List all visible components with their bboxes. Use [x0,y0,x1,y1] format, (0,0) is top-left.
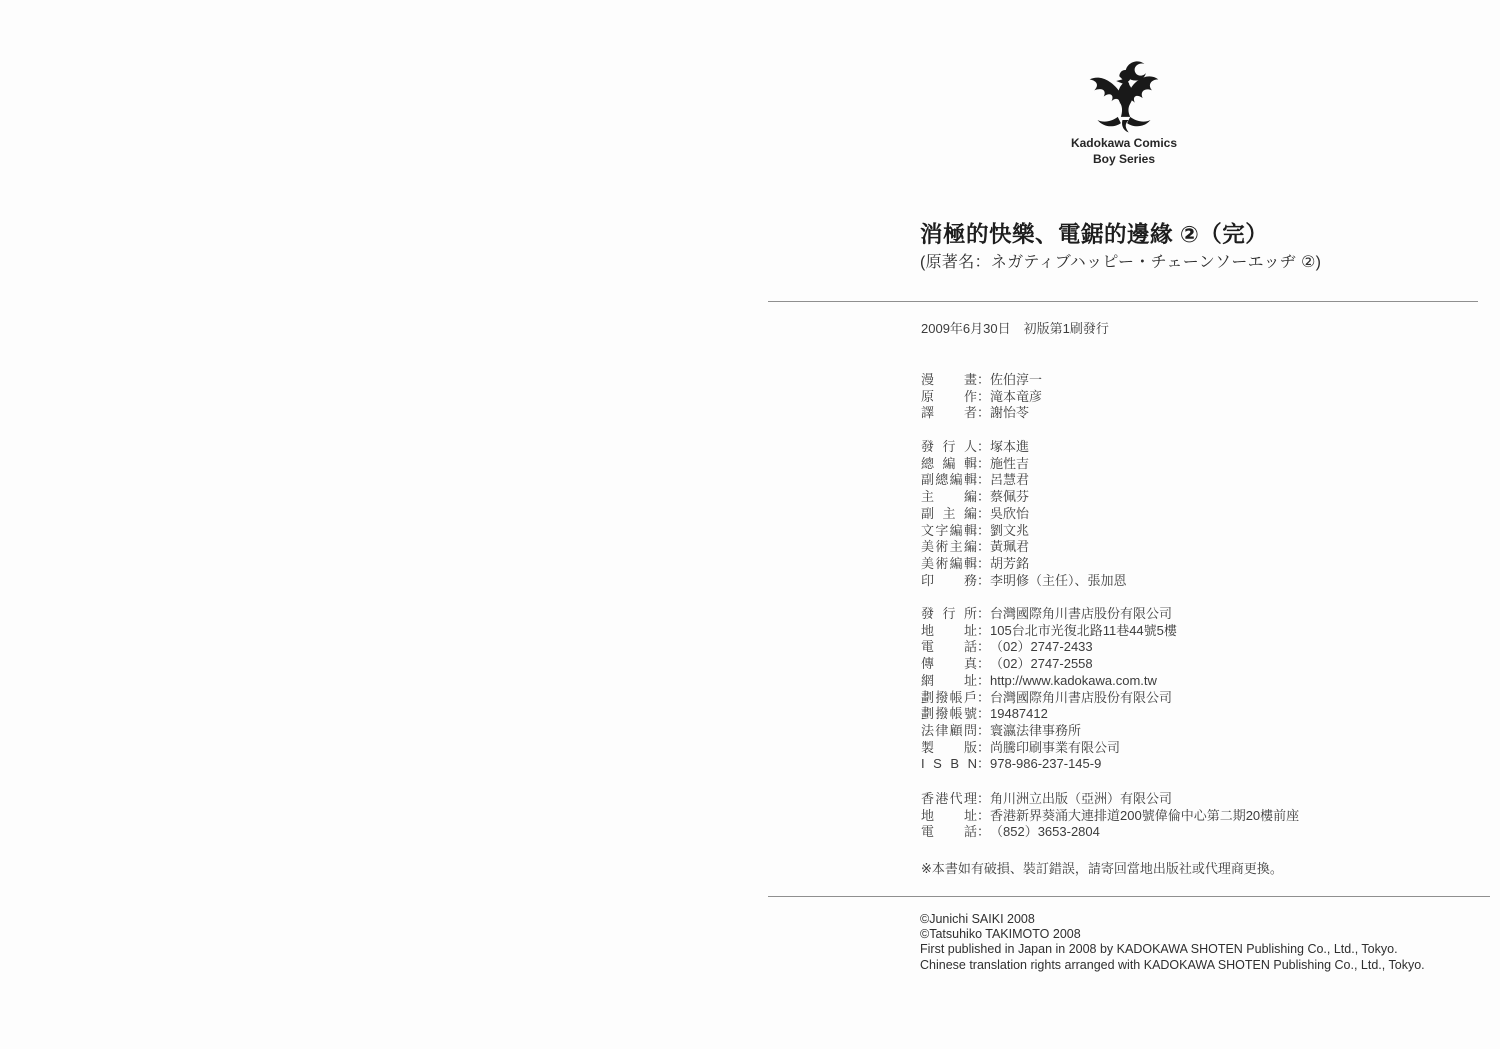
row-separator: ： [977,388,991,404]
row-separator: ： [977,405,991,421]
row-separator: ： [977,539,991,555]
phoenix-icon [1038,56,1210,134]
row-label: 譯 者 [921,405,977,421]
row-value: 蔡佩芬 [990,489,1030,505]
row-separator: ： [977,689,991,705]
staff-credits [921,439,1127,589]
row-label: 地 址 [921,807,977,823]
row-separator: ： [977,489,991,505]
row-label: 美術編輯 [921,555,977,571]
row-value: 施性吉 [990,455,1030,471]
row-label: 漫 畫 [921,372,977,387]
row-separator: ： [977,606,991,621]
row-label: 美術主編 [921,539,977,555]
colophon-row [921,506,1127,523]
row-label: 印 務 [921,572,977,588]
row-label: 發 行 所 [921,606,977,621]
row-separator: ： [977,639,991,655]
row-label: 電 話 [921,824,977,840]
colophon-row [921,756,1177,773]
colophon-row [921,824,1299,841]
colophon-row [921,556,1127,573]
row-label: I S B N [921,756,977,772]
copyright-block [920,912,1425,973]
colophon-row [921,405,1042,422]
row-value: 劉文兆 [990,522,1030,538]
row-label: 製 版 [921,739,977,755]
publisher-logo [1038,56,1210,166]
colophon-row [921,623,1177,640]
row-label: 副 主 編 [921,505,977,521]
row-label: 網 址 [921,672,977,688]
row-value: 佐伯淳一 [990,372,1043,387]
copyright-line: ©Tatsuhiko TAKIMOTO 2008 [920,927,1081,942]
divider-top [768,301,1478,302]
original-title: (原著名：ネガティブハッピー・チェーンソーエッヂ ②) [920,254,1322,271]
row-value: 滝本竜彦 [990,388,1043,404]
colophon-row [921,489,1127,506]
copyright-line: Chinese translation rights arranged with KADOKAWA SHOTEN Publishing Co., Ltd., Tokyo. [920,957,1425,972]
row-value: 黃珮君 [990,539,1030,555]
colophon-row [921,439,1127,456]
logo-series-line2: Boy Series [1092,152,1156,166]
row-separator: ： [977,824,991,840]
colophon-row [921,673,1177,690]
row-value: 台灣國際角川書店股份有限公司 [990,689,1173,705]
row-label: 原 作 [921,388,977,404]
hk-distributor-info [921,791,1299,841]
row-label: 電 話 [921,639,977,655]
colophon-row [921,706,1177,723]
colophon-row [921,389,1042,406]
colophon-row [921,639,1177,656]
colophon-row [921,656,1177,673]
row-label: 香港代理 [921,791,977,806]
row-separator: ： [977,555,991,571]
colophon-row [921,740,1177,757]
colophon-row [921,690,1177,707]
row-separator: ： [977,739,991,755]
row-label: 總 編 輯 [921,455,977,471]
row-separator: ： [977,672,991,688]
row-label: 文字編輯 [921,522,977,538]
row-label: 傳 真 [921,656,977,672]
row-value: 角川洲立出版（亞洲）有限公司 [990,791,1173,806]
row-value: 李明修（主任）、張加恩 [990,572,1127,588]
row-label: 發 行 人 [921,439,977,454]
damaged-copy-notice: ※本書如有破損、裝訂錯誤，請寄回當地出版社或代理商更換。 [921,861,1283,876]
row-separator: ： [977,807,991,823]
row-separator: ： [977,756,991,772]
row-label: 劃撥帳號 [921,706,977,722]
author-credits [921,372,1042,422]
colophon-row [921,723,1177,740]
publisher-info [921,606,1177,773]
row-separator: ： [977,791,991,806]
row-label: 地 址 [921,622,977,638]
isbn-value: 978-986-237-145-9 [990,756,1102,772]
row-separator: ： [977,522,991,538]
row-value: （02）2747-2558 [990,656,1093,672]
row-value: 105台北市光復北路11巷44號5樓 [990,622,1177,638]
row-value: 19487412 [990,706,1048,722]
copyright-line: ©Junichi SAIKI 2008 [920,912,1035,926]
row-separator: ： [977,505,991,521]
row-value: 吳欣怡 [990,505,1030,521]
row-separator: ： [977,455,991,471]
row-label: 主 編 [921,489,977,505]
row-value: 呂慧君 [990,472,1030,488]
row-separator: ： [977,622,991,638]
row-value: 台灣國際角川書店股份有限公司 [990,606,1173,621]
colophon-row [921,472,1127,489]
logo-series-line1: Kadokawa Comics [1070,136,1178,150]
row-separator: ： [977,656,991,672]
row-value: 謝怡苓 [990,405,1030,421]
row-value: 寰瀛法律事務所 [990,722,1082,738]
row-value: （02）2747-2433 [990,639,1093,655]
colophon-row [921,573,1127,590]
copyright-line: First published in Japan in 2008 by KADOKAWA SHOTEN Publishing Co., Ltd., Tokyo. [920,942,1398,957]
book-title: 消極的快樂、電鋸的邊緣 ②（完） [920,222,1269,247]
colophon-row [921,808,1299,825]
colophon-row [921,791,1299,808]
row-label: 副總編輯 [921,472,977,488]
row-label: 劃撥帳戶 [921,689,977,705]
colophon-row [921,456,1127,473]
row-separator: ： [977,706,991,722]
website-url: http://www.kadokawa.com.tw [990,672,1157,688]
edition-date: 2009年6月30日 初版第1刷發行 [921,321,1109,336]
colophon-row [921,539,1127,556]
row-separator: ： [977,439,991,454]
colophon-row [921,523,1127,540]
row-value: 尚騰印刷事業有限公司 [990,739,1121,755]
row-separator: ： [977,572,991,588]
row-label: 法律顧問 [921,722,977,738]
row-separator: ： [977,722,991,738]
row-separator: ： [977,472,991,488]
colophon-row [921,606,1177,623]
row-value: 香港新界葵涌大連排道200號偉倫中心第二期20樓前座 [990,807,1300,823]
divider-bottom [768,896,1490,897]
row-value: （852）3653-2804 [990,824,1100,840]
colophon-row [921,372,1042,389]
title-block [920,220,1321,273]
row-value: 胡芳銘 [990,555,1030,571]
row-value: 塚本進 [990,439,1030,454]
row-separator: ： [977,372,991,387]
